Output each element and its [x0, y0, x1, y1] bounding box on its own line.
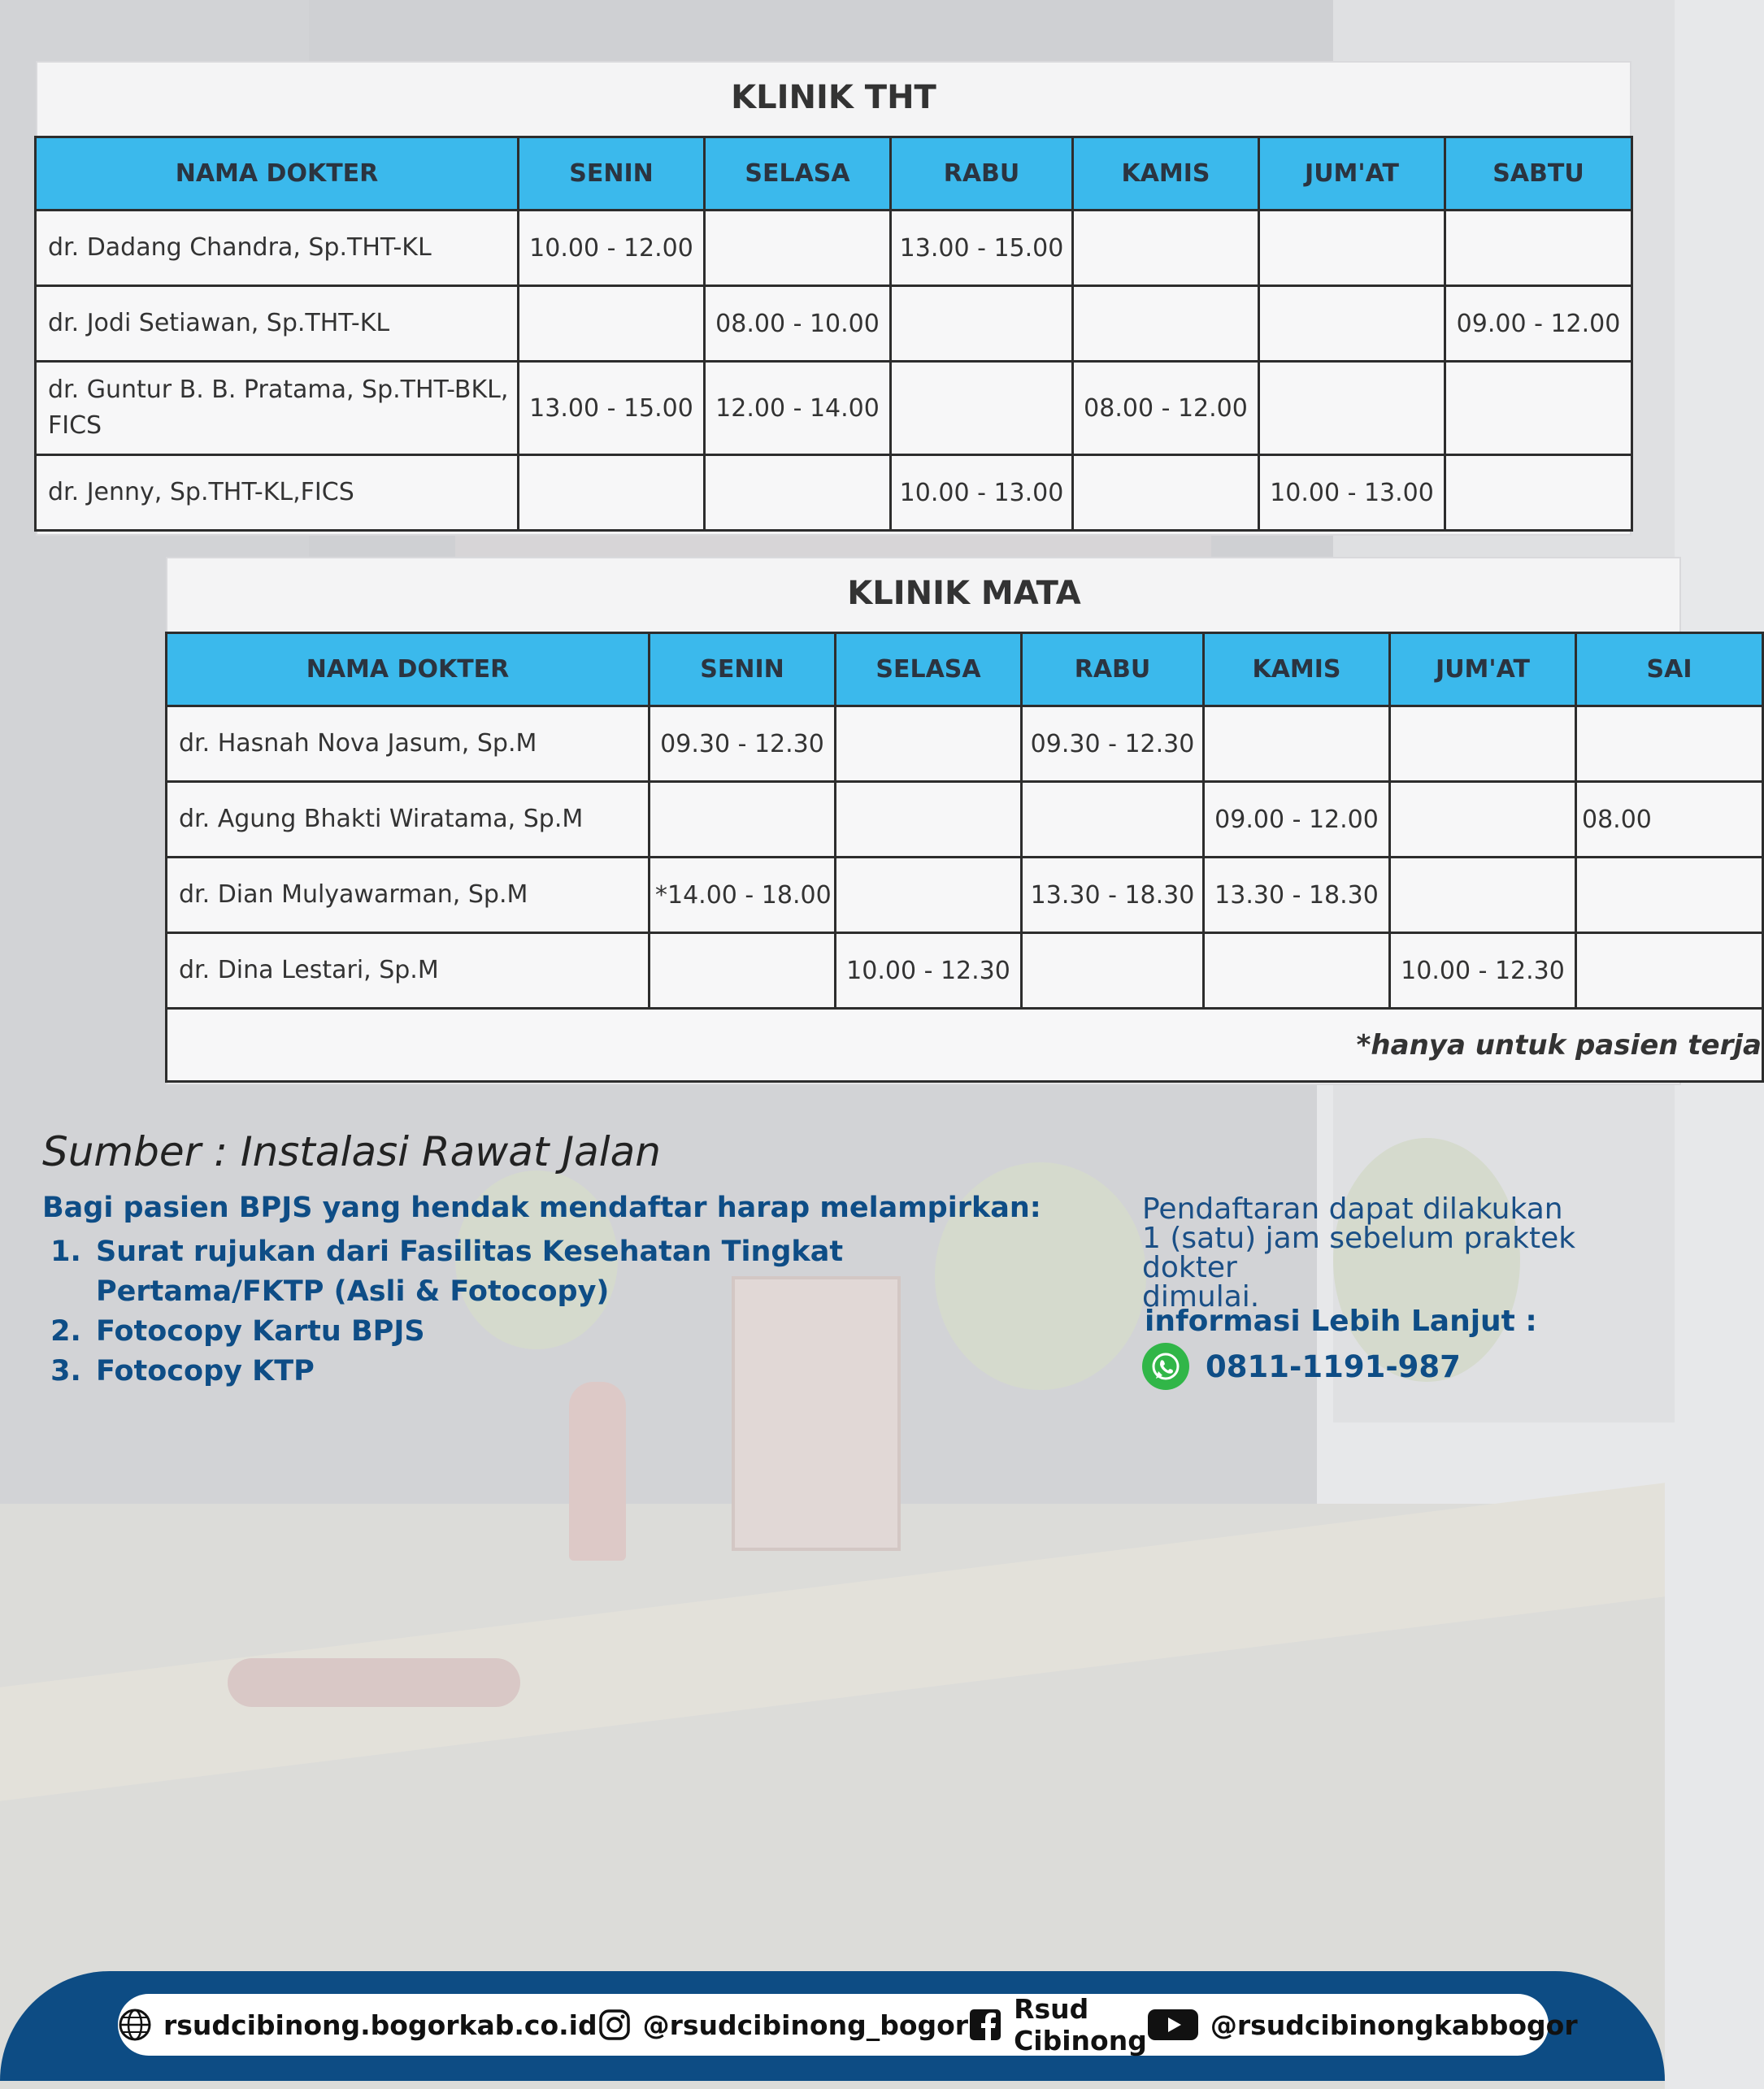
bpjs-item: 2. Fotocopy Kartu BPJS: [91, 1312, 1041, 1352]
table-row: [36, 286, 1632, 362]
schedule-cell: 13.00 - 15.00: [519, 362, 705, 455]
youtube-icon: [1147, 2008, 1199, 2042]
schedule-cell: [1576, 933, 1763, 1009]
footnote-text: *hanya untuk pasien terja: [167, 1009, 1763, 1082]
schedule-cell: 12.00 - 14.00: [705, 362, 891, 455]
schedule-cell: [1073, 211, 1259, 286]
doctor-name-cell: dr. Agung Bhakti Wiratama, Sp.M: [167, 782, 650, 858]
schedule-cell: 10.00 - 13.00: [891, 455, 1073, 531]
whatsapp-icon: [1142, 1343, 1189, 1390]
tht-col-header: JUM'AT: [1259, 137, 1445, 211]
tht-col-header: KAMIS: [1073, 137, 1259, 211]
facebook-text: Rsud Cibinong: [1014, 1993, 1147, 2056]
schedule-cell: 08.00 - 10.00: [705, 286, 891, 362]
tht-col-header: RABU: [891, 137, 1073, 211]
globe-icon: [118, 2008, 152, 2042]
schedule-cell: [1259, 211, 1445, 286]
schedule-cell: [1445, 455, 1632, 531]
doctor-name-cell: dr. Guntur B. B. Pratama, Sp.THT-BKL, FICS: [36, 362, 519, 455]
tht-schedule-table: [34, 136, 1633, 532]
registration-line: Pendaftaran dapat dilakukan: [1142, 1192, 1563, 1226]
bpjs-list: [42, 1232, 1041, 1392]
schedule-cell: [705, 211, 891, 286]
schedule-cell: [836, 706, 1022, 782]
table-row: [167, 782, 1763, 858]
schedule-cell: [891, 286, 1073, 362]
youtube-text: @rsudcibinongkabbogor: [1210, 2009, 1578, 2041]
bpjs-item: 1. Surat rujukan dari Fasilitas Kesehatan Tingkat Pertama/FKTP (Asli & Fotocopy): [91, 1232, 1006, 1312]
doctor-name-cell: dr. Dadang Chandra, Sp.THT-KL: [36, 211, 519, 286]
footer-bar: [0, 1971, 1665, 2081]
table-row: [36, 455, 1632, 531]
schedule-cell: 08.00: [1576, 782, 1763, 858]
contact-phone[interactable]: [1142, 1343, 1461, 1390]
schedule-cell: [836, 782, 1022, 858]
doctor-name-cell: dr. Dian Mulyawarman, Sp.M: [167, 858, 650, 933]
mata-col-header: KAMIS: [1204, 633, 1390, 706]
doctor-name-cell: dr. Hasnah Nova Jasum, Sp.M: [167, 706, 650, 782]
table-row: [167, 858, 1763, 933]
schedule-cell: [1576, 706, 1763, 782]
doctor-name-cell: dr. Jenny, Sp.THT-KL,FICS: [36, 455, 519, 531]
schedule-cell: [650, 933, 836, 1009]
schedule-cell: 09.30 - 12.30: [650, 706, 836, 782]
table-row: [36, 211, 1632, 286]
schedule-cell: [1576, 858, 1763, 933]
schedule-cell: [1204, 933, 1390, 1009]
schedule-cell: [519, 286, 705, 362]
bpjs-item: 3. Fotocopy KTP: [91, 1352, 1041, 1392]
tht-col-header: SABTU: [1445, 137, 1632, 211]
footer-social-links: [118, 1993, 1578, 2056]
schedule-cell: 09.00 - 12.00: [1445, 286, 1632, 362]
schedule-cell: [1022, 933, 1204, 1009]
schedule-cell: 13.30 - 18.30: [1022, 858, 1204, 933]
doctor-name-cell: dr. Dina Lestari, Sp.M: [167, 933, 650, 1009]
doctor-name-cell: dr. Jodi Setiawan, Sp.THT-KL: [36, 286, 519, 362]
tht-title: KLINIK THT: [731, 79, 936, 116]
mata-col-header: JUM'AT: [1390, 633, 1576, 706]
schedule-cell: 10.00 - 12.30: [836, 933, 1022, 1009]
schedule-cell: 10.00 - 12.00: [519, 211, 705, 286]
schedule-cell: [1073, 455, 1259, 531]
schedule-cell: [1445, 211, 1632, 286]
tht-col-header: NAMA DOKTER: [36, 137, 519, 211]
tht-header-row: [36, 137, 1632, 211]
mata-col-header: SAI: [1576, 633, 1763, 706]
table-row: [167, 706, 1763, 782]
schedule-cell: [1390, 706, 1576, 782]
schedule-cell: [836, 858, 1022, 933]
registration-line: 1 (satu) jam sebelum praktek dokter: [1142, 1222, 1576, 1284]
schedule-cell: 10.00 - 13.00: [1259, 455, 1445, 531]
registration-note: [1142, 1192, 1665, 1314]
schedule-cell: [650, 782, 836, 858]
schedule-cell: 08.00 - 12.00: [1073, 362, 1259, 455]
schedule-cell: [1390, 782, 1576, 858]
instagram-link[interactable]: [597, 2008, 968, 2042]
facebook-link[interactable]: [968, 1993, 1147, 2056]
note-row: [167, 1009, 1763, 1082]
schedule-cell: 09.30 - 12.30: [1022, 706, 1204, 782]
schedule-cell: [519, 455, 705, 531]
mata-title: KLINIK MATA: [847, 575, 1081, 612]
instagram-icon: [597, 2008, 632, 2042]
schedule-cell: [1445, 362, 1632, 455]
schedule-cell: 09.00 - 12.00: [1204, 782, 1390, 858]
registration-line: dimulai.: [1142, 1280, 1260, 1314]
schedule-cell: [705, 455, 891, 531]
phone-number: 0811-1191-987: [1206, 1349, 1461, 1384]
facebook-icon: [968, 2008, 1002, 2042]
info-title: informasi Lebih Lanjut :: [1145, 1305, 1537, 1338]
mata-col-header: NAMA DOKTER: [167, 633, 650, 706]
instagram-text: @rsudcibinong_bogor: [642, 2009, 969, 2041]
youtube-link[interactable]: [1147, 2008, 1578, 2042]
schedule-cell: 10.00 - 12.30: [1390, 933, 1576, 1009]
bpjs-requirements: [42, 1192, 1041, 1392]
tht-col-header: SELASA: [705, 137, 891, 211]
website-link[interactable]: [118, 2008, 597, 2042]
schedule-cell: [1259, 362, 1445, 455]
mata-col-header: SELASA: [836, 633, 1022, 706]
schedule-cell: [1259, 286, 1445, 362]
schedule-cell: 13.00 - 15.00: [891, 211, 1073, 286]
website-text: rsudcibinong.bogorkab.co.id: [163, 2009, 597, 2041]
mata-header-row: [167, 633, 1763, 706]
schedule-cell: [1390, 858, 1576, 933]
schedule-cell: 13.30 - 18.30: [1204, 858, 1390, 933]
schedule-cell: [891, 362, 1073, 455]
bpjs-heading: Bagi pasien BPJS yang hendak mendaftar harap melampirkan:: [42, 1192, 1041, 1224]
mata-schedule-table: [165, 632, 1764, 1083]
schedule-cell: [1073, 286, 1259, 362]
source-caption: Sumber : Instalasi Rawat Jalan: [42, 1128, 661, 1175]
tht-col-header: SENIN: [519, 137, 705, 211]
schedule-cell: [1204, 706, 1390, 782]
table-row: [167, 933, 1763, 1009]
table-row: [36, 362, 1632, 455]
mata-col-header: RABU: [1022, 633, 1204, 706]
schedule-cell: *14.00 - 18.00: [650, 858, 836, 933]
mata-col-header: SENIN: [650, 633, 836, 706]
schedule-cell: [1022, 782, 1204, 858]
